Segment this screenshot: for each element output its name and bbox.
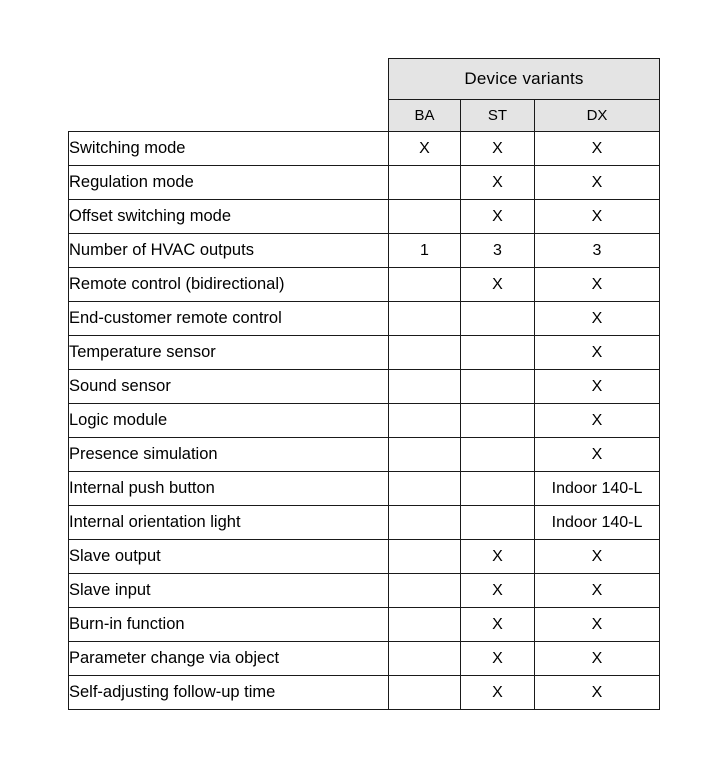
table-row — [69, 132, 660, 166]
cell-ba — [389, 200, 461, 234]
header-device-variants: Device variants — [389, 59, 660, 100]
cell-st — [461, 302, 535, 336]
cell-dx: X — [535, 370, 660, 404]
table-row — [69, 268, 660, 302]
cell-dx: X — [535, 302, 660, 336]
cell-dx: X — [535, 608, 660, 642]
feature-label: Slave input — [69, 574, 389, 608]
cell-dx: X — [535, 132, 660, 166]
cell-st: X — [461, 676, 535, 710]
feature-label: End-customer remote control — [69, 302, 389, 336]
cell-dx: X — [535, 438, 660, 472]
cell-st: X — [461, 132, 535, 166]
column-header-ba: BA — [389, 100, 461, 132]
feature-label: Number of HVAC outputs — [69, 234, 389, 268]
table-header-group-row — [69, 59, 660, 100]
table-row — [69, 438, 660, 472]
cell-st: 3 — [461, 234, 535, 268]
feature-label: Switching mode — [69, 132, 389, 166]
table-header — [69, 59, 660, 132]
cell-dx: Indoor 140-L — [535, 506, 660, 540]
cell-dx: X — [535, 574, 660, 608]
cell-st — [461, 404, 535, 438]
table-row — [69, 370, 660, 404]
table-body — [69, 132, 660, 710]
cell-dx: X — [535, 166, 660, 200]
cell-st: X — [461, 642, 535, 676]
cell-ba: X — [389, 132, 461, 166]
cell-st — [461, 370, 535, 404]
cell-dx: 3 — [535, 234, 660, 268]
cell-ba — [389, 268, 461, 302]
table-row — [69, 472, 660, 506]
cell-dx: Indoor 140-L — [535, 472, 660, 506]
cell-ba — [389, 166, 461, 200]
header-spacer-2 — [69, 100, 389, 132]
feature-label: Sound sensor — [69, 370, 389, 404]
feature-label: Internal orientation light — [69, 506, 389, 540]
cell-dx: X — [535, 404, 660, 438]
cell-ba — [389, 540, 461, 574]
table-row — [69, 234, 660, 268]
table-row — [69, 302, 660, 336]
feature-label: Offset switching mode — [69, 200, 389, 234]
cell-ba — [389, 506, 461, 540]
table-row — [69, 676, 660, 710]
cell-st — [461, 506, 535, 540]
cell-st — [461, 472, 535, 506]
feature-label: Presence simulation — [69, 438, 389, 472]
feature-label: Parameter change via object — [69, 642, 389, 676]
table-row — [69, 336, 660, 370]
cell-st: X — [461, 166, 535, 200]
feature-label: Regulation mode — [69, 166, 389, 200]
device-variants-table — [68, 58, 660, 710]
table-header-columns-row — [69, 100, 660, 132]
column-header-st: ST — [461, 100, 535, 132]
cell-dx: X — [535, 200, 660, 234]
cell-st: X — [461, 540, 535, 574]
feature-label: Temperature sensor — [69, 336, 389, 370]
cell-st — [461, 336, 535, 370]
cell-st: X — [461, 268, 535, 302]
cell-ba — [389, 336, 461, 370]
cell-dx: X — [535, 676, 660, 710]
cell-ba — [389, 608, 461, 642]
cell-ba — [389, 574, 461, 608]
cell-dx: X — [535, 642, 660, 676]
table-row — [69, 166, 660, 200]
cell-ba — [389, 302, 461, 336]
cell-dx: X — [535, 336, 660, 370]
table-row — [69, 574, 660, 608]
cell-ba — [389, 370, 461, 404]
feature-label: Logic module — [69, 404, 389, 438]
feature-label: Internal push button — [69, 472, 389, 506]
table-row — [69, 404, 660, 438]
cell-dx: X — [535, 540, 660, 574]
header-spacer — [69, 59, 389, 100]
cell-st — [461, 438, 535, 472]
cell-ba — [389, 472, 461, 506]
cell-ba — [389, 404, 461, 438]
feature-label: Remote control (bidirectional) — [69, 268, 389, 302]
feature-label: Slave output — [69, 540, 389, 574]
cell-ba — [389, 642, 461, 676]
column-header-dx: DX — [535, 100, 660, 132]
cell-dx: X — [535, 268, 660, 302]
cell-ba — [389, 438, 461, 472]
feature-label: Self-adjusting follow-up time — [69, 676, 389, 710]
table-row — [69, 506, 660, 540]
table-row — [69, 642, 660, 676]
feature-label: Burn-in function — [69, 608, 389, 642]
table-row — [69, 200, 660, 234]
table-row — [69, 608, 660, 642]
table-row — [69, 540, 660, 574]
cell-st: X — [461, 608, 535, 642]
cell-st: X — [461, 574, 535, 608]
cell-st: X — [461, 200, 535, 234]
cell-ba: 1 — [389, 234, 461, 268]
cell-ba — [389, 676, 461, 710]
